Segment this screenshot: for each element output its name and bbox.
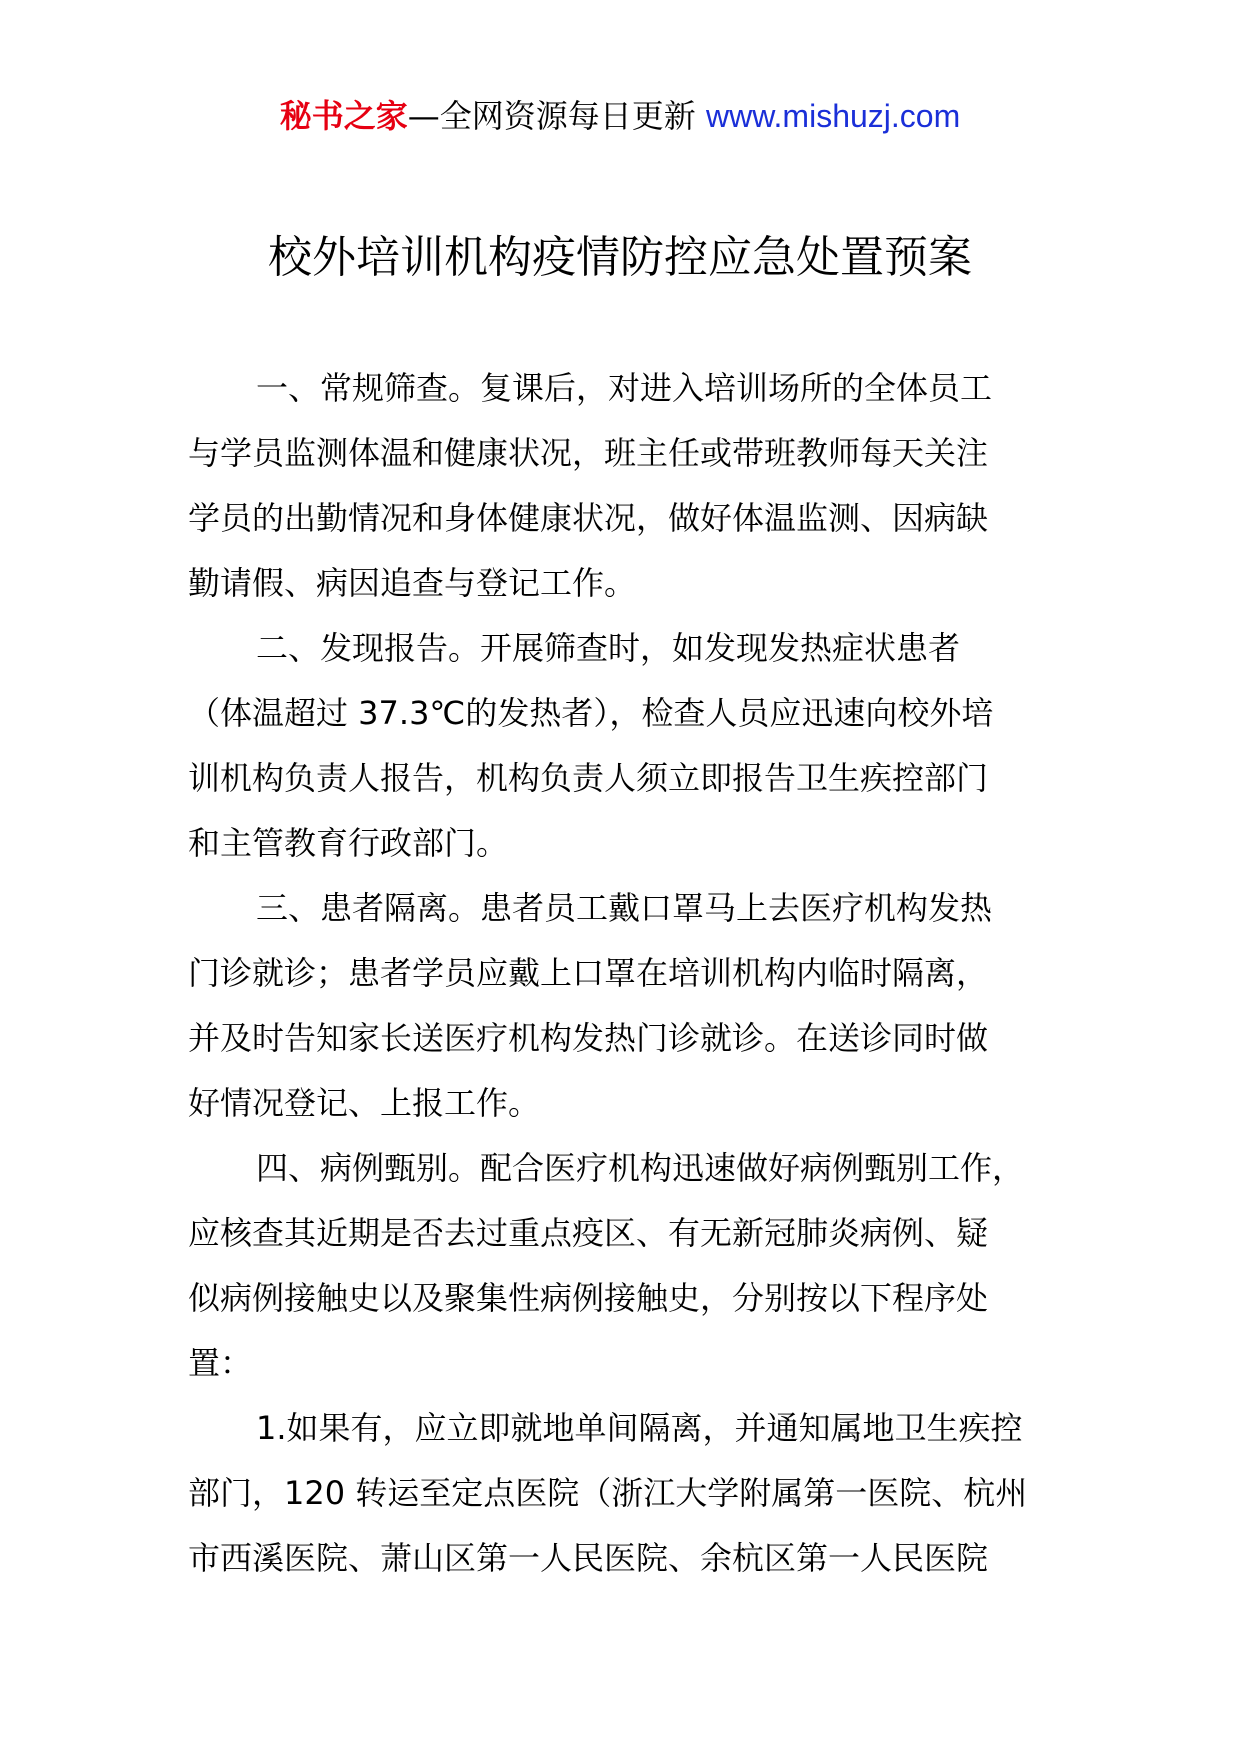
site-header	[0, 96, 1240, 136]
paragraph-2-line-1: 二、发现报告。开展筛查时，如发现发热症状患者	[256, 629, 961, 667]
paragraph-5-line-3: 市西溪医院、萧山区第一人民医院、余杭区第一人民医院	[188, 1539, 989, 1577]
paragraph-2-line-4: 和主管教育行政部门。	[188, 824, 509, 862]
paragraph-3-line-1: 三、患者隔离。患者员工戴口罩马上去医疗机构发热	[256, 889, 993, 927]
paragraph-1-line-1: 一、常规筛查。复课后，对进入培训场所的全体员工	[256, 369, 993, 407]
paragraph-3-line-4: 好情况登记、上报工作。	[188, 1084, 541, 1122]
paragraph-4-line-1: 四、病例甄别。配合医疗机构迅速做好病例甄别工作，	[256, 1149, 1025, 1187]
paragraph-3-line-3: 并及时告知家长送医疗机构发热门诊就诊。在送诊同时做	[188, 1019, 989, 1057]
paragraph-1-line-2: 与学员监测体温和健康状况，班主任或带班教师每天关注	[188, 434, 989, 472]
paragraph-4-line-3: 似病例接触史以及聚集性病例接触史，分别按以下程序处	[188, 1279, 989, 1317]
paragraph-2-line-3: 训机构负责人报告，机构负责人须立即报告卫生疾控部门	[188, 759, 989, 797]
document-body	[188, 356, 1058, 1591]
site-url-link[interactable]: www.mishuzj.com	[705, 98, 961, 134]
paragraph-4-line-2: 应核查其近期是否去过重点疫区、有无新冠肺炎病例、疑	[188, 1214, 989, 1252]
site-tagline: —全网资源每日更新	[407, 97, 696, 135]
paragraph-4-line-4: 置：	[188, 1344, 253, 1382]
paragraph-5-line-1: 1.如果有，应立即就地单间隔离，并通知属地卫生疾控	[256, 1409, 1023, 1447]
document-title: 校外培训机构疫情防控应急处置预案	[268, 232, 972, 283]
paragraph-1-line-4: 勤请假、病因追查与登记工作。	[188, 564, 637, 602]
paragraph-2-line-2: （体温超过 37.3℃的发热者），检查人员应迅速向校外培	[188, 694, 994, 732]
site-brand: 秘书之家	[279, 97, 408, 135]
paragraph-3-line-2: 门诊就诊；患者学员应戴上口罩在培训机构内临时隔离，	[188, 954, 989, 992]
paragraph-5-line-2: 部门，120 转运至定点医院（浙江大学附属第一医院、杭州	[188, 1474, 1028, 1512]
paragraph-1-line-3: 学员的出勤情况和身体健康状况，做好体温监测、因病缺	[188, 499, 989, 537]
